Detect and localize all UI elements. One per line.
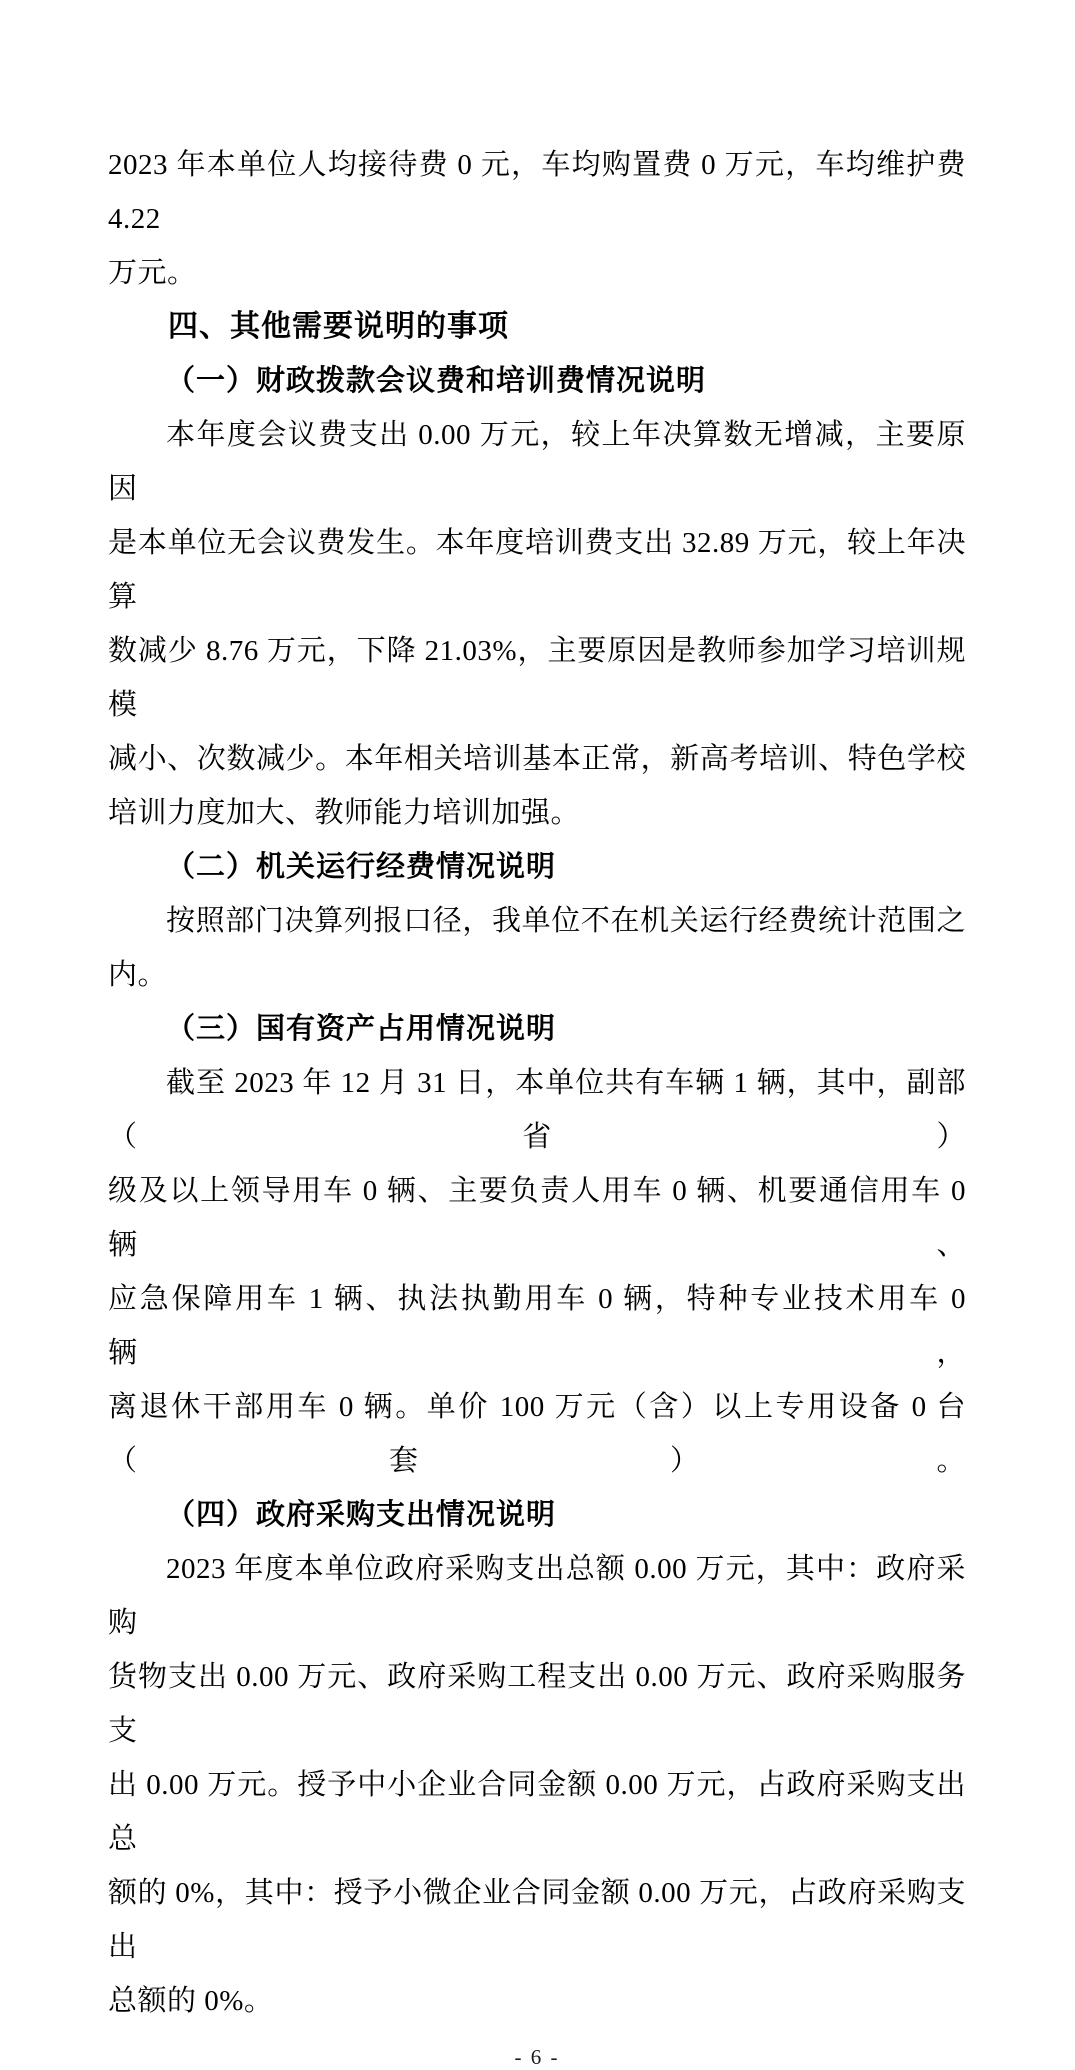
paragraph-line: 减小、次数减少。本年相关培训基本正常，新高考培训、特色学校 xyxy=(108,743,966,775)
paragraph-line: 2023 年度本单位政府采购支出总额 0.00 万元，其中：政府采购 xyxy=(108,1553,966,1639)
subsection-4-heading: （四）政府采购支出情况说明 xyxy=(166,1499,557,1531)
subsection-3-paragraph xyxy=(108,1056,966,1488)
paragraph-line: 数减少 8.76 万元，下降 21.03%，主要原因是教师参加学习培训规模 xyxy=(108,635,966,721)
paragraph-line: 培训力度加大、教师能力培训加强。 xyxy=(108,797,581,829)
subsection-1-heading: （一）财政拨款会议费和培训费情况说明 xyxy=(166,365,707,397)
paragraph-line: 是本单位无会议费发生。本年度培训费支出 32.89 万元，较上年决算 xyxy=(108,527,966,613)
subsection-2-heading: （二）机关运行经费情况说明 xyxy=(166,851,557,883)
intro-paragraph xyxy=(108,138,966,300)
paragraph-line: 应急保障用车 1 辆、执法执勤用车 0 辆，特种专业技术用车 0 辆， xyxy=(108,1283,966,1369)
paragraph-line: 万元。 xyxy=(108,257,197,289)
paragraph-line: 总额的 0%。 xyxy=(108,1985,274,2017)
section-heading: 四、其他需要说明的事项 xyxy=(168,309,509,344)
page-number: - 6 - xyxy=(514,2045,560,2069)
subsection-3-heading: （三）国有资产占用情况说明 xyxy=(166,1013,557,1045)
paragraph-line: 内。 xyxy=(108,959,168,991)
paragraph-line: 级及以上领导用车 0 辆、主要负责人用车 0 辆、机要通信用车 0 辆、 xyxy=(108,1175,966,1261)
subsection-2-paragraph xyxy=(108,894,966,1002)
paragraph-line: 本年度会议费支出 0.00 万元，较上年决算数无增减，主要原因 xyxy=(108,419,966,505)
paragraph-line: 截至 2023 年 12 月 31 日，本单位共有车辆 1 辆，其中，副部（省） xyxy=(108,1067,966,1153)
paragraph-line: 2023 年本单位人均接待费 0 元，车均购置费 0 万元，车均维护费 4.22 xyxy=(108,149,966,235)
paragraph-line: 按照部门决算列报口径，我单位不在机关运行经费统计范围之 xyxy=(166,905,966,937)
paragraph-line: 额的 0%，其中：授予小微企业合同金额 0.00 万元，占政府采购支出 xyxy=(108,1877,966,1963)
subsection-1-paragraph xyxy=(108,408,966,840)
subsection-4-paragraph xyxy=(108,1542,966,2028)
paragraph-line: 出 0.00 万元。授予中小企业合同金额 0.00 万元，占政府采购支出总 xyxy=(108,1769,966,1855)
paragraph-line: 离退休干部用车 0 辆。单价 100 万元（含）以上专用设备 0 台（套）。 xyxy=(108,1391,966,1477)
paragraph-line: 货物支出 0.00 万元、政府采购工程支出 0.00 万元、政府采购服务支 xyxy=(108,1661,966,1747)
